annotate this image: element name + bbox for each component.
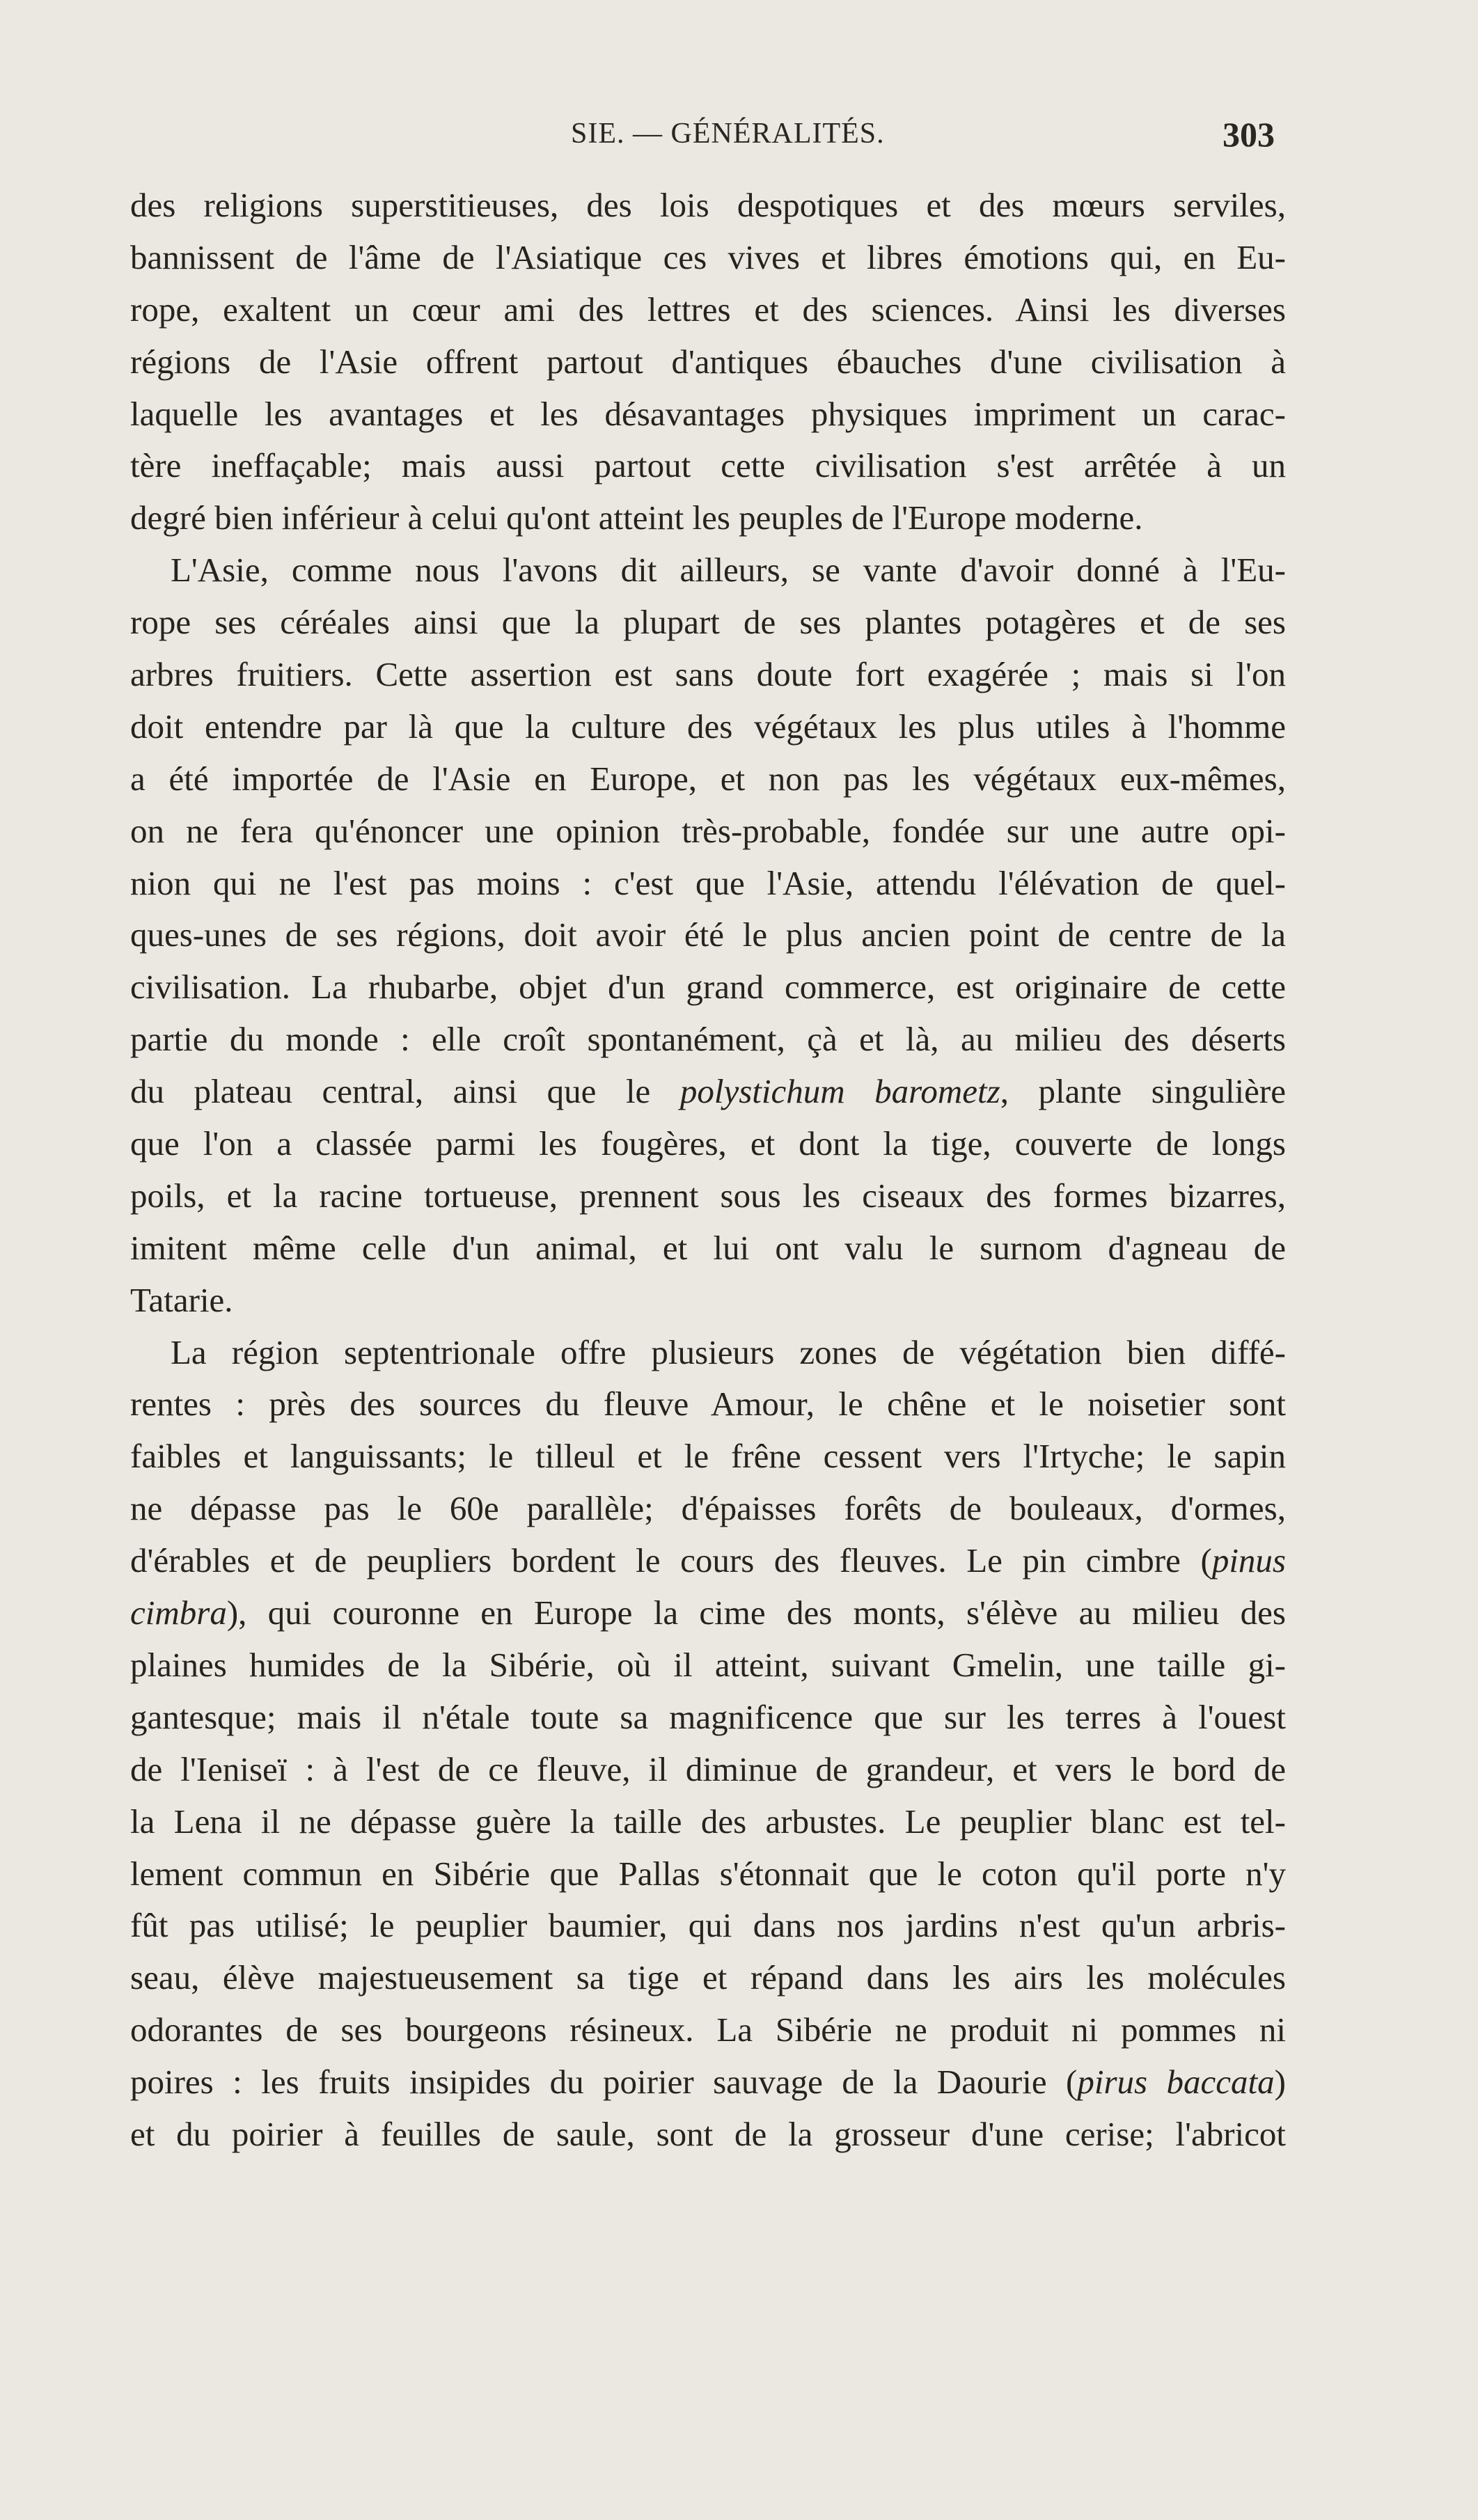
text-line: de l'Ieniseï : à l'est de ce fleuve, il diminue de grandeur, et vers le bord de <box>130 1749 1286 1788</box>
text-line: odorantes de ses bourgeons résineux. La Sibérie ne produit ni pommes ni <box>130 2010 1286 2049</box>
text-line: nion qui ne l'est pas moins : c'est que l'Asie, attendu l'élévation de quel- <box>130 863 1286 902</box>
text-line: on ne fera qu'énoncer une opinion très-probable, fondée sur une autre opi- <box>130 811 1286 850</box>
page-number: 303 <box>1223 115 1275 154</box>
text-line: la Lena il ne dépasse guère la taille des arbustes. Le peuplier blanc est tel- <box>130 1802 1286 1841</box>
paragraph-start-line: L'Asie, comme nous l'avons dit ailleurs, se vante d'avoir donné à l'Eu- <box>171 551 1286 590</box>
text-line: poils, et la racine tortueuse, prennent sous les ciseaux des formes bizarres, <box>130 1176 1286 1215</box>
latin-term: cimbra <box>130 1593 227 1632</box>
text-line: partie du monde : elle croît spontanément, çà et là, au milieu des déserts <box>130 1020 1286 1059</box>
text-line: que l'on a classée parmi les fougères, et dont la tige, couverte de longs <box>130 1124 1286 1163</box>
text-line: seau, élève majestueusement sa tige et répand dans les airs les molécules <box>130 1958 1286 1997</box>
text-line: a été importée de l'Asie en Europe, et non pas les végétaux eux-mêmes, <box>130 759 1286 798</box>
text-line: rope, exaltent un cœur ami des lettres et des sciences. Ainsi les diverses <box>130 290 1286 329</box>
paragraph-start-line: La région septentrionale offre plusieurs zones de végétation bien diffé- <box>171 1332 1286 1371</box>
text-line: degré bien inférieur à celui qu'ont atteint les peuples de l'Europe moderne. <box>130 498 1143 537</box>
text-line: et du poirier à feuilles de saule, sont de la grosseur d'une cerise; l'abricot <box>130 2114 1286 2153</box>
latin-term: pirus baccata <box>1077 2063 1275 2102</box>
text-line: du plateau central, ainsi que le polystichum barometz, plante singulière <box>130 1072 1286 1111</box>
text-line: gantesque; mais il n'étale toute sa magnificence que sur les terres à l'ouest <box>130 1697 1286 1736</box>
text-line: poires : les fruits insipides du poirier sauvage de la Daourie (pirus baccata) <box>130 2063 1286 2102</box>
text-line: Tatarie. <box>130 1280 233 1319</box>
text-line: arbres fruitiers. Cette assertion est sans doute fort exagérée ; mais si l'on <box>130 655 1286 694</box>
header-title: SIE. — GÉNÉRALITÉS. <box>571 118 885 150</box>
text-line: rentes : près des sources du fleuve Amour, le chêne et le noisetier sont <box>130 1385 1286 1424</box>
running-header <box>0 117 1478 166</box>
text-line: fût pas utilisé; le peuplier baumier, qui dans nos jardins n'est qu'un arbris- <box>130 1906 1286 1945</box>
text-line: civilisation. La rhubarbe, objet d'un grand commerce, est originaire de cette <box>130 968 1286 1007</box>
text-line: laquelle les avantages et les désavantages physiques impriment un carac- <box>130 394 1286 433</box>
text-line: des religions superstitieuses, des lois despotiques et des mœurs serviles, <box>130 186 1286 224</box>
text-line: bannissent de l'âme de l'Asiatique ces vives et libres émotions qui, en Eu- <box>130 237 1286 276</box>
body-text <box>130 180 1286 2161</box>
text-line: lement commun en Sibérie que Pallas s'étonnait que le coton qu'il porte n'y <box>130 1854 1286 1893</box>
text-line: cimbra), qui couronne en Europe la cime des monts, s'élève au milieu des <box>130 1593 1286 1632</box>
text-line: ne dépasse pas le 60e parallèle; d'épaisses forêts de bouleaux, d'ormes, <box>130 1489 1286 1528</box>
text-line: tère ineffaçable; mais aussi partout cette civilisation s'est arrêtée à un <box>130 446 1286 485</box>
text-line: plaines humides de la Sibérie, où il atteint, suivant Gmelin, une taille gi- <box>130 1645 1286 1684</box>
latin-term: polystichum barometz <box>679 1072 1000 1111</box>
latin-term: pinus <box>1211 1541 1286 1580</box>
text-line: d'érables et de peupliers bordent le cours des fleuves. Le pin cimbre (pinus <box>130 1541 1286 1580</box>
text-line: faibles et languissants; le tilleul et le frêne cessent vers l'Irtyche; le sapin <box>130 1437 1286 1476</box>
text-line: régions de l'Asie offrent partout d'antiques ébauches d'une civilisation à <box>130 342 1286 381</box>
text-line: doit entendre par là que la culture des végétaux les plus utiles à l'homme <box>130 707 1286 746</box>
text-line: rope ses céréales ainsi que la plupart de ses plantes potagères et de ses <box>130 603 1286 642</box>
text-line: imitent même celle d'un animal, et lui ont valu le surnom d'agneau de <box>130 1228 1286 1267</box>
text-line: ques-unes de ses régions, doit avoir été le plus ancien point de centre de la <box>130 915 1286 954</box>
